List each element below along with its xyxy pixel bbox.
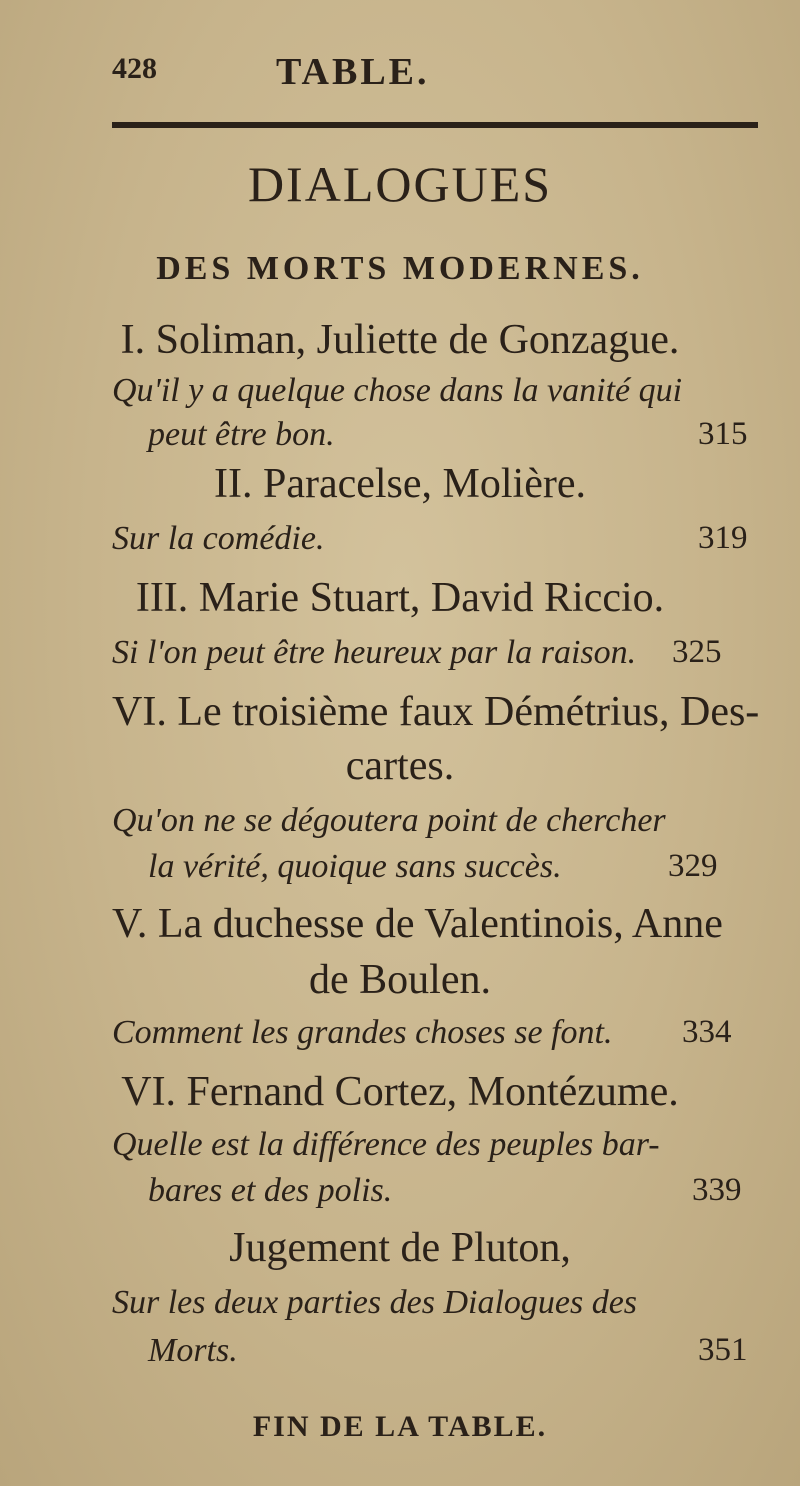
dialogue-title-3: III. Marie Stuart, David Riccio. — [135, 575, 665, 621]
dialogue-subject-3-line1: Si l'on peut être heureux par la raison. — [112, 634, 637, 671]
dialogue-page-4: 329 — [668, 848, 718, 884]
dialogue-page-3: 325 — [672, 634, 722, 670]
dialogue-page-7: 351 — [698, 1332, 748, 1368]
dialogue-subject-4-line2: la vérité, quoique sans succès. — [148, 848, 562, 885]
dialogue-page-5: 334 — [682, 1014, 732, 1050]
dialogue-page-6: 339 — [692, 1172, 742, 1208]
dialogue-page-2: 319 — [698, 520, 748, 556]
dialogue-title-4-line1: VI. Le troisième faux Démétrius, Des- — [112, 689, 760, 735]
header-rule — [112, 122, 758, 128]
dialogue-subject-1-line1: Qu'il y a quelque chose dans la vanité qui — [112, 372, 683, 409]
dialogue-title-6: VI. Fernand Cortez, Montézume. — [121, 1069, 679, 1115]
dialogue-title-5-line2: de Boulen. — [309, 957, 491, 1003]
dialogue-subject-5-line1: Comment les grandes choses se font. — [112, 1014, 613, 1051]
running-title: TABLE. — [276, 51, 430, 93]
dialogue-title-4-line2: cartes. — [345, 743, 455, 789]
dialogue-subject-7-line2: Morts. — [148, 1332, 238, 1369]
page-number: 428 — [112, 52, 157, 85]
dialogue-subject-7-line1: Sur les deux parties des Dialogues des — [112, 1284, 638, 1321]
section-title: DIALOGUES — [247, 156, 553, 212]
dialogue-subject-2-line1: Sur la comédie. — [112, 520, 325, 557]
dialogue-subject-1-line2: peut être bon. — [148, 416, 335, 453]
dialogue-title-2: II. Paracelse, Molière. — [214, 461, 586, 507]
dialogue-subject-6-line2: bares et des polis. — [148, 1172, 393, 1209]
dialogue-title-5-line1: V. La duchesse de Valentinois, Anne — [112, 901, 723, 947]
dialogue-title-7: Jugement de Pluton, — [229, 1225, 571, 1271]
dialogue-page-1: 315 — [698, 416, 748, 452]
dialogue-title-1: I. Soliman, Juliette de Gonzague. — [120, 317, 680, 363]
end-of-table: FIN DE LA TABLE. — [252, 1410, 548, 1443]
dialogue-subject-6-line1: Quelle est la différence des peuples bar- — [112, 1126, 660, 1163]
dialogue-subject-4-line1: Qu'on ne se dégoutera point de chercher — [112, 802, 666, 839]
section-subtitle: DES MORTS MODERNES. — [156, 250, 644, 287]
